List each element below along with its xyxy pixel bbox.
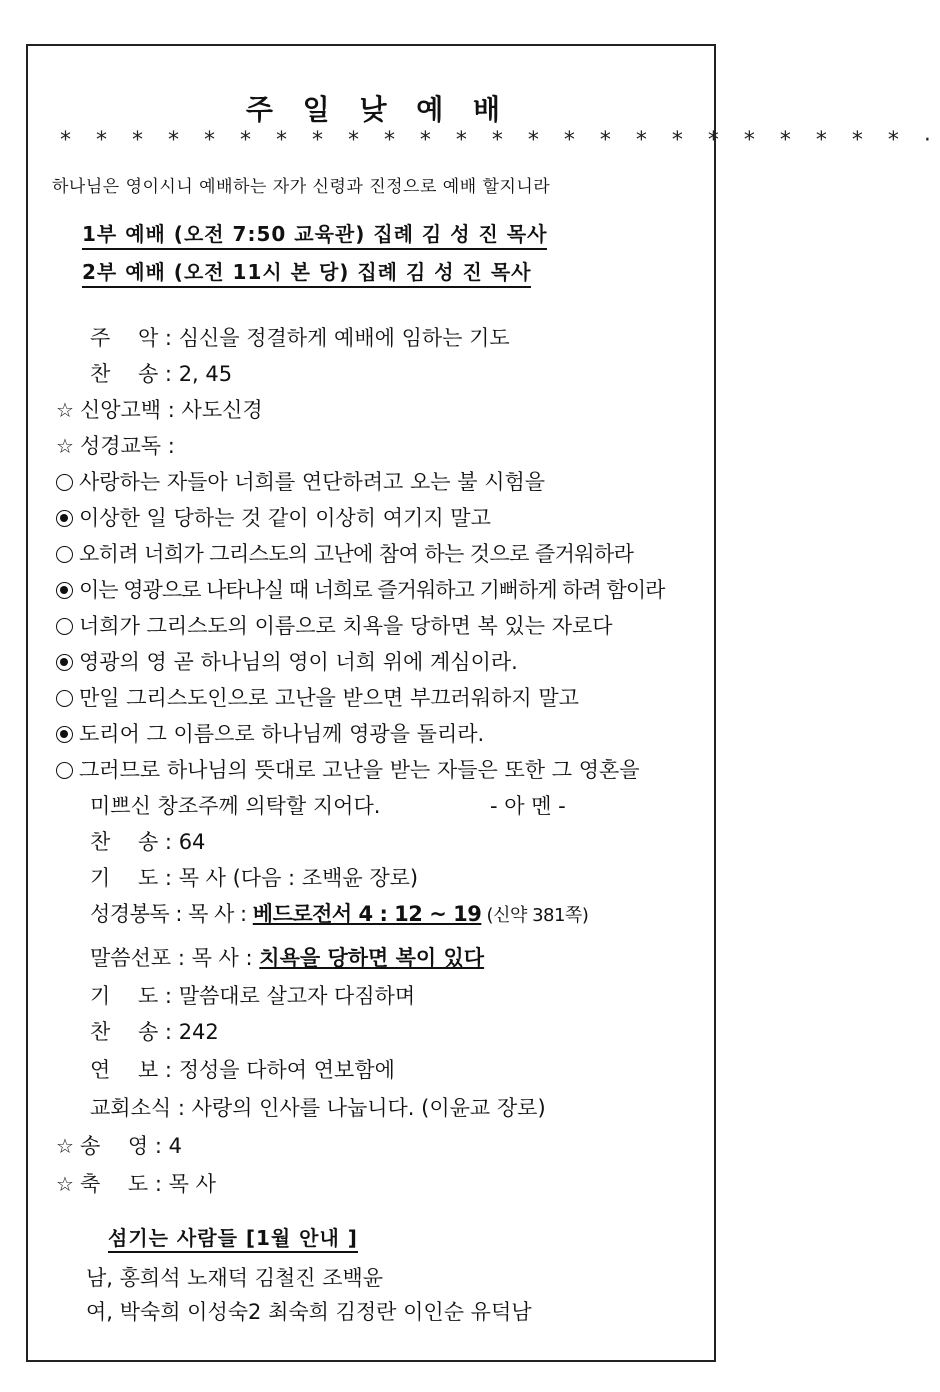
servers-men: 남, 홍희석 노재덕 김철진 조백윤	[86, 1266, 384, 1290]
order-value: 사도신경	[181, 398, 263, 422]
epigraph: 하나님은 영이시니 예배하는 자가 신령과 진정으로 예배 할지니라	[52, 177, 551, 197]
star-mark-icon: ☆	[56, 1134, 74, 1158]
order-item-confession	[56, 394, 263, 424]
service-1: 1부 예배 (오전 7:50 교육관) 집례 김 성 진 목사	[82, 218, 547, 250]
star-mark-icon: ☆	[56, 1172, 74, 1196]
page-title: 주 일 낮 예 배	[245, 93, 511, 126]
verse-line: 도리어 그 이름으로 하나님께 영광을 돌리라.	[56, 718, 484, 748]
sermon-topic: 치욕을 당하면 복이 있다	[259, 946, 485, 970]
order-item-scripture: 성경봉독 : 목 사 : 베드로전서 4 : 12 ~ 19 (신약 381쪽)	[90, 902, 589, 926]
order-item-prelude	[90, 322, 510, 352]
verse-line: 오히려 너희가 그리스도의 고난에 참여 하는 것으로 즐거워하라	[56, 538, 633, 568]
order-item-news: 교회소식 : 사랑의 인사를 나눕니다. (이윤교 장로)	[90, 1096, 546, 1120]
order-value: 심신을 정결하게 예배에 임하는 기도	[178, 326, 510, 350]
filled-circle-icon	[56, 654, 73, 671]
order-item-offering: 연 보 : 정성을 다하여 연보함에	[90, 1058, 395, 1082]
order-item-doxology: ☆ 송 영 : 4	[56, 1134, 182, 1158]
order-item-prayer: 기 도 : 목 사 (다음 : 조백윤 장로)	[90, 866, 419, 890]
filled-circle-icon	[56, 582, 73, 599]
servers-heading: 섬기는 사람들 [1월 안내 ]	[108, 1222, 358, 1253]
order-item-sermon: 말씀선포 : 목 사 : 치욕을 당하면 복이 있다	[90, 946, 485, 970]
order-item-prayer-2: 기 도 : 말씀대로 살고자 다짐하며	[90, 984, 416, 1008]
verse-line-last: 미쁘신 창조주께 의탁할 지어다.	[90, 794, 381, 818]
open-circle-icon	[56, 546, 73, 563]
scripture-reference: 베드로전서 4 : 12 ~ 19	[252, 902, 482, 926]
servers-women: 여, 박숙희 이성숙2 최숙희 김정란 이인순 유덕남	[86, 1300, 532, 1324]
verse-line: 영광의 영 곧 하나님의 영이 너희 위에 계심이라.	[56, 646, 518, 676]
order-sep: :	[158, 362, 179, 386]
star-mark-icon: ☆	[56, 398, 74, 422]
order-item-hymn	[90, 358, 232, 388]
order-sep: :	[161, 398, 182, 422]
filled-circle-icon	[56, 726, 73, 743]
open-circle-icon	[56, 762, 73, 779]
star-mark-icon: ☆	[56, 434, 74, 458]
verse-line: 이는 영광으로 나타나실 때 너희로 즐거워하고 기뻐하게 하려 함이라	[56, 574, 664, 604]
service-2: 2부 예배 (오전 11시 본 당) 집례 김 성 진 목사	[82, 256, 531, 288]
filled-circle-icon	[56, 510, 73, 527]
order-label: 주 악	[90, 326, 159, 350]
verse-line: 사랑하는 자들아 너희를 연단하려고 오는 불 시험을	[56, 466, 545, 496]
verse-line: 너희가 그리스도의 이름으로 치욕을 당하면 복 있는 자로다	[56, 610, 613, 640]
verse-line: 그러므로 하나님의 뜻대로 고난을 받는 자들은 또한 그 영혼을	[56, 754, 640, 784]
order-value: 2, 45	[178, 362, 233, 386]
order-label: 신앙고백	[79, 398, 162, 422]
order-label: 성경교독 :	[79, 434, 175, 458]
order-item-hymn-2: 찬 송 : 64	[90, 830, 206, 854]
order-item-hymn-3: 찬 송 : 242	[90, 1020, 219, 1044]
order-item-benediction: ☆ 축 도 : 목 사	[56, 1172, 216, 1196]
star-divider: * * * * * * * * * * * * * * * * * * * * * * * * ·	[60, 128, 940, 153]
order-item-reading	[56, 430, 175, 460]
amen: - 아 멘 -	[490, 794, 566, 818]
open-circle-icon	[56, 474, 73, 491]
order-sep: :	[158, 326, 179, 350]
open-circle-icon	[56, 618, 73, 635]
order-label: 찬 송	[90, 362, 159, 386]
verse-line: 만일 그리스도인으로 고난을 받으면 부끄러워하지 말고	[56, 682, 579, 712]
verse-line: 이상한 일 당하는 것 같이 이상히 여기지 말고	[56, 502, 491, 532]
open-circle-icon	[56, 690, 73, 707]
